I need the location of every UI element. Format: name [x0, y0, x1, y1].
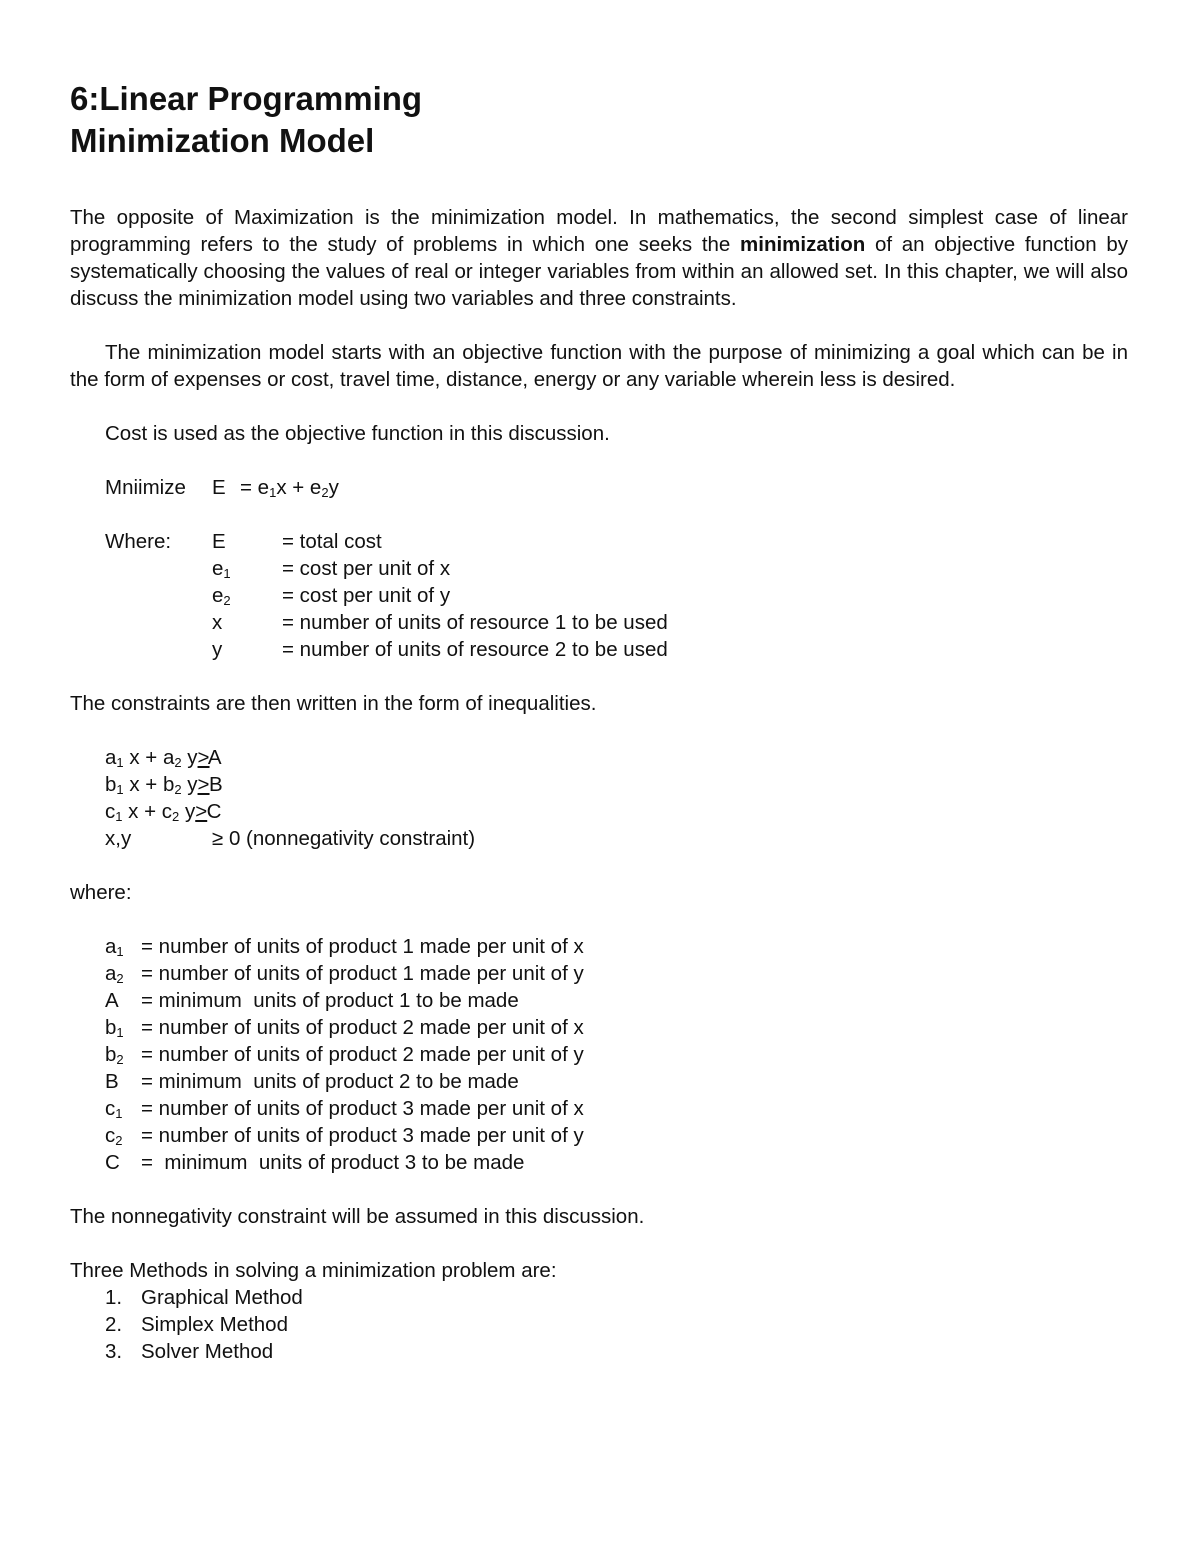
- cost-statement: Cost is used as the objective function in this discussion.: [105, 422, 610, 445]
- coefficient-row: $b_2$ = number of units of product 2 made per unit of y: [105, 1043, 584, 1067]
- objective-function: Mniimize E = $e_1x + e_2y$: [105, 476, 339, 500]
- constraint-row: $a_1$ $x + a_2$ y > A: [105, 746, 222, 770]
- coefficient-row: B = minimum units of product 2 to be made: [105, 1070, 519, 1093]
- title-line-1: 6:Linear Programming: [70, 80, 423, 117]
- method-item: 1. Graphical Method: [105, 1286, 303, 1309]
- objective-paragraph: The minimization model starts with an objective function with the purpose of minimizing a goal which can be in the form of expenses or cost, travel time, distance, energy or any variable wherein less is desired.: [70, 341, 1128, 391]
- coefficient-row: A = minimum units of product 1 to be made: [105, 989, 519, 1012]
- method-item: 2. Simplex Method: [105, 1313, 288, 1336]
- coefficient-row: C = minimum units of product 3 to be made: [105, 1151, 525, 1174]
- constraints-intro: The constraints are then written in the form of inequalities.: [70, 692, 597, 715]
- method-item: 3. Solver Method: [105, 1340, 274, 1363]
- nonnegativity-row: x,y ≥ 0 (nonnegativity constraint): [105, 827, 476, 850]
- methods-intro: Three Methods in solving a minimization problem are:: [70, 1259, 557, 1282]
- nonnegativity-note: The nonnegativity constraint will be assumed in this discussion.: [70, 1205, 645, 1228]
- definition-row: $e_1$ = cost per unit of x: [212, 557, 451, 581]
- variable-definitions: [70, 528, 1128, 663]
- page-title: [70, 78, 1128, 162]
- coefficient-definitions: [70, 933, 1128, 1176]
- intro-paragraph: The opposite of Maximization is the minimization model. In mathematics, the second simplest case of linear programming refers to the study of problems in which one seeks the minimization of an objective function by systematically choosing the values of real or integer variables from within an allowed set. In this chapter, we will also discuss the minimization model using two variables and three constraints.: [70, 206, 1128, 310]
- where-heading: where:: [70, 881, 132, 904]
- constraint-row: $c_1$ $x + c_2$ y > C: [105, 800, 222, 824]
- constraint-row: $b_1$ $x + b_2$ y > B: [105, 773, 223, 797]
- definition-row: $e_2$ = cost per unit of y: [212, 584, 451, 608]
- title-line-2: Minimization Model: [70, 122, 375, 159]
- definition-row: x = number of units of resource 1 to be used: [212, 611, 668, 634]
- document-page: [70, 78, 1128, 1365]
- emphasis-minimization: minimization: [740, 233, 866, 256]
- definition-row: y = number of units of resource 2 to be used: [212, 638, 668, 661]
- definition-row: Where: E = total cost: [105, 530, 382, 553]
- methods-list: [70, 1284, 1128, 1365]
- coefficient-row: $a_2$ = number of units of product 1 made per unit of y: [105, 962, 584, 986]
- coefficient-row: $b_1$ = number of units of product 2 made per unit of x: [105, 1016, 584, 1040]
- coefficient-row: $c_1$ = number of units of product 3 made per unit of x: [105, 1097, 584, 1121]
- where-label: Where:: [105, 530, 172, 553]
- constraint-list: [70, 744, 1128, 852]
- coefficient-row: $a_1$ = number of units of product 1 made per unit of x: [105, 935, 584, 959]
- coefficient-row: $c_2$ = number of units of product 3 made per unit of y: [105, 1124, 584, 1148]
